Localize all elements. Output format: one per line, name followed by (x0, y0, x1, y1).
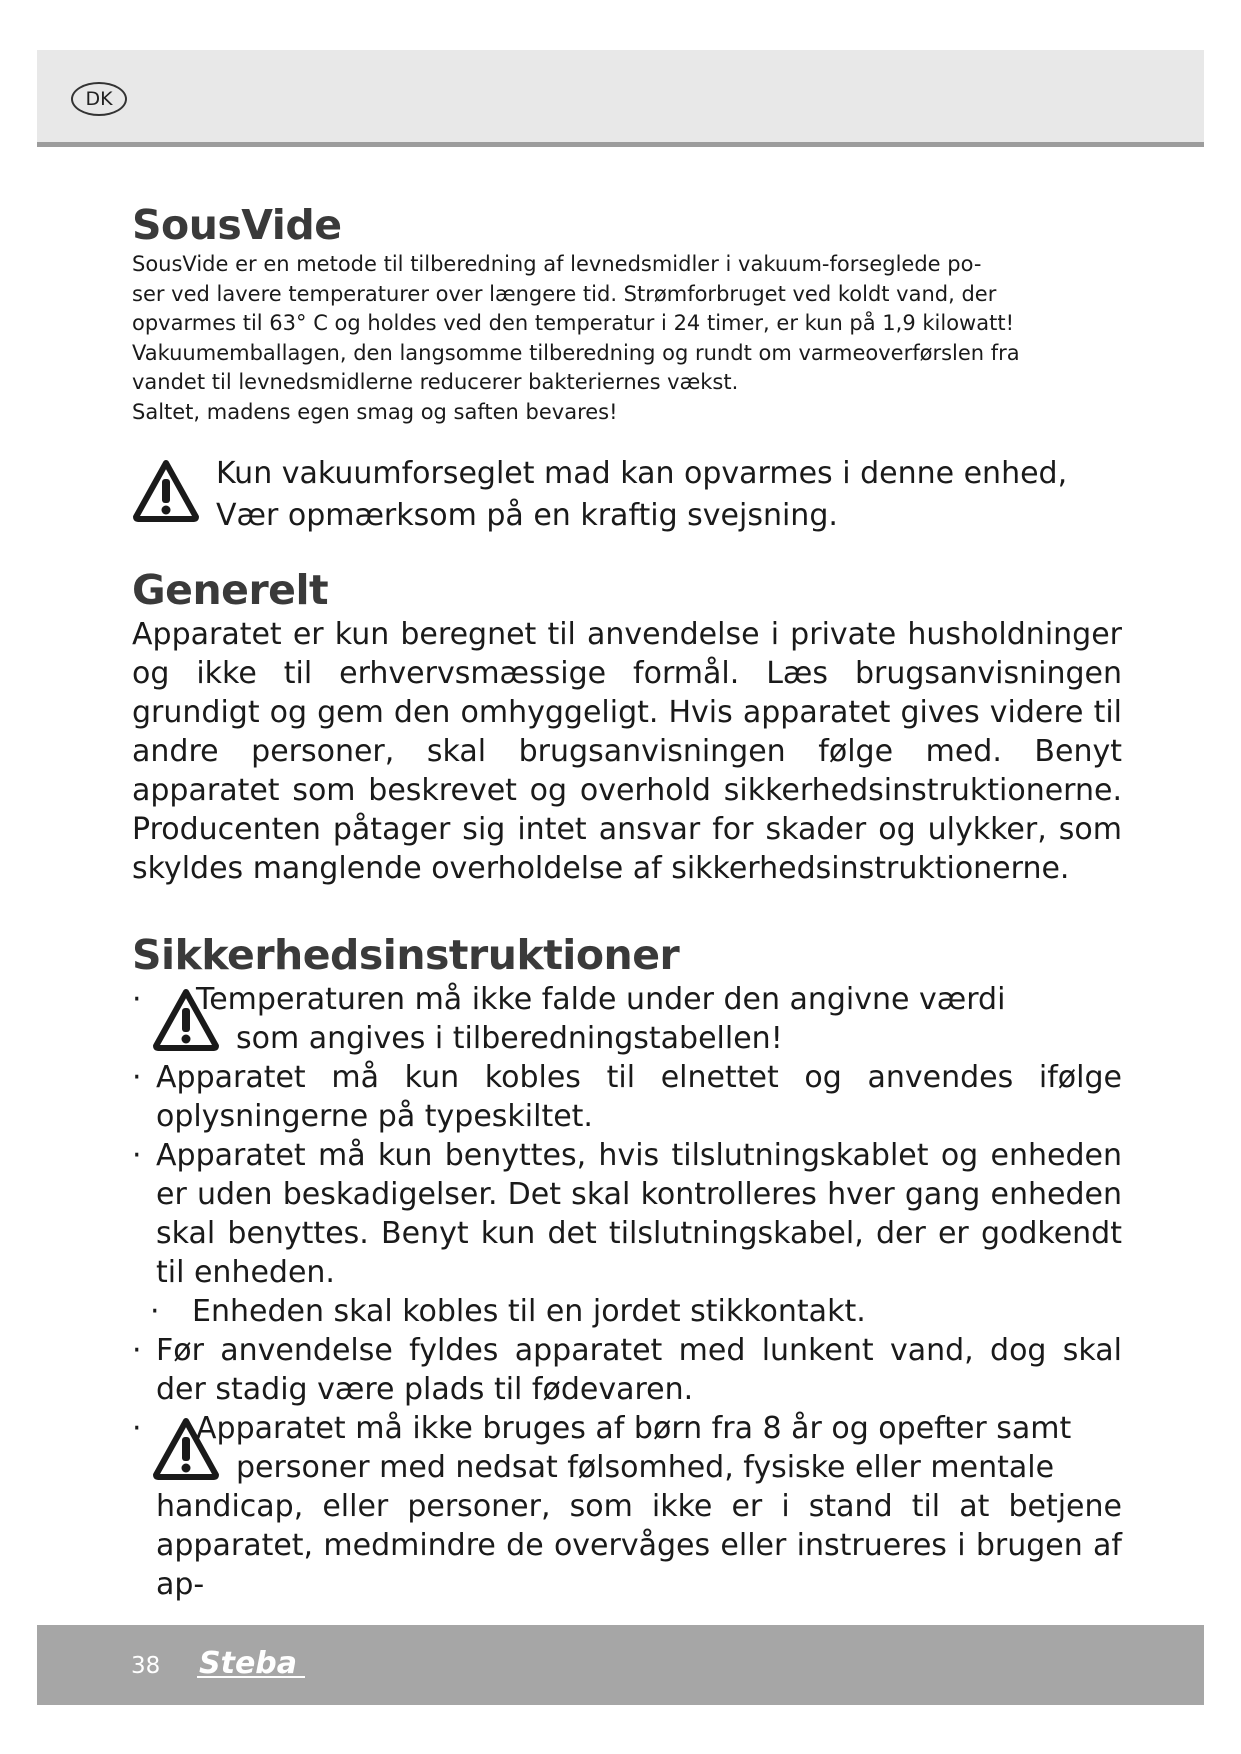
safety-item-mains: · Apparatet må kun kobles til elnettet og anvendes ifølge oplysningerne på typeskiltet. (132, 1058, 1122, 1136)
warning-line: Vær opmærksom på en kraftig svejsning. (216, 498, 838, 533)
footer-band (37, 1625, 1204, 1705)
sousvide-line: opvarmes til 63° C og holdes ved den temperatur i 24 timer, er kun på 1,9 kilowatt! (132, 311, 1014, 335)
page-number: 38 (131, 1653, 161, 1679)
language-badge: DK (71, 82, 127, 116)
sousvide-line: vandet til levnedsmidlerne reducerer bakteriernes vækst. (132, 370, 739, 394)
page-content (132, 200, 1122, 1604)
sousvide-line: ser ved lavere temperaturer over længere tid. Strømforbruget ved koldt vand, der (132, 281, 997, 306)
safety-item-temperature (132, 980, 1122, 1058)
safety-item-line: handicap, eller personer, som ikke er i stand til at betjene apparatet, medmindre de overvåges eller instrueres i brugen af ap- (156, 1489, 1122, 1602)
safety-item-line: · Apparatet må ikke bruges af børn fra 8 år og opefter samt (196, 1411, 1072, 1446)
safety-item-line: · Temperaturen må ikke falde under den angivne værdi (196, 982, 1006, 1017)
sousvide-line: Vakuumemballagen, den langsomme tilberedning og rundt om varmeoverførslen fra (132, 340, 1020, 365)
safety-item-grounded: · Enheden skal kobles til en jordet stikkontakt. (132, 1292, 1122, 1331)
warning-triangle-icon (152, 1417, 220, 1481)
safety-item-line: som angives i tilberedningstabellen! (236, 1021, 783, 1056)
generelt-body: Apparatet er kun beregnet til anvendelse i private husholdninger og ikke til erhvervsmæssige formål. Læs brugsanvisningen grundigt og gem den omhyggeligt. Hvis apparatet gives videre til andre personer, skal brugsanvisningen følge med. Benyt apparatet som beskrevet og overhold sikkerhedsinstruktionerne. Producenten påtager sig intet ansvar for skader og ulykker, som skyldes manglende overholdelse af sikkerhedsinstruktionerne. (132, 617, 1122, 886)
sousvide-title: SousVide (132, 201, 342, 249)
safety-item-cable: · Apparatet må kun benyttes, hvis tilslutningskablet og enheden er uden beskadigelser. Det skal kontrolleres hver gang enheden skal benyttes. Benyt kun det tilslutningskabel, der er godkendt til enheden. (132, 1136, 1122, 1292)
sousvide-line: SousVide er en metode til tilberedning af levnedsmidler i vakuum-forseglede po- (132, 252, 982, 276)
generelt-title: Generelt (132, 566, 329, 614)
header-band (37, 50, 1204, 147)
safety-item-children (132, 1409, 1122, 1604)
sikkerhed-title: Sikkerhedsinstruktioner (132, 931, 680, 979)
brand-text: Steba (199, 1646, 298, 1681)
warning-triangle-icon (152, 988, 220, 1052)
steba-logo (195, 1643, 315, 1683)
vacuum-warning (132, 453, 1122, 537)
safety-item-line: personer med nedsat følsomhed, fysiske eller mentale (236, 1450, 1055, 1485)
sousvide-intro (132, 250, 1122, 427)
sousvide-line: Saltet, madens egen smag og saften bevares! (132, 399, 618, 424)
safety-item-water: · Før anvendelse fyldes apparatet med lunkent vand, dog skal der stadig være plads til fødevaren. (132, 1331, 1122, 1409)
safety-list (132, 980, 1122, 1604)
warning-triangle-icon (132, 459, 200, 523)
warning-line: Kun vakuumforseglet mad kan opvarmes i denne enhed, (216, 456, 1068, 491)
